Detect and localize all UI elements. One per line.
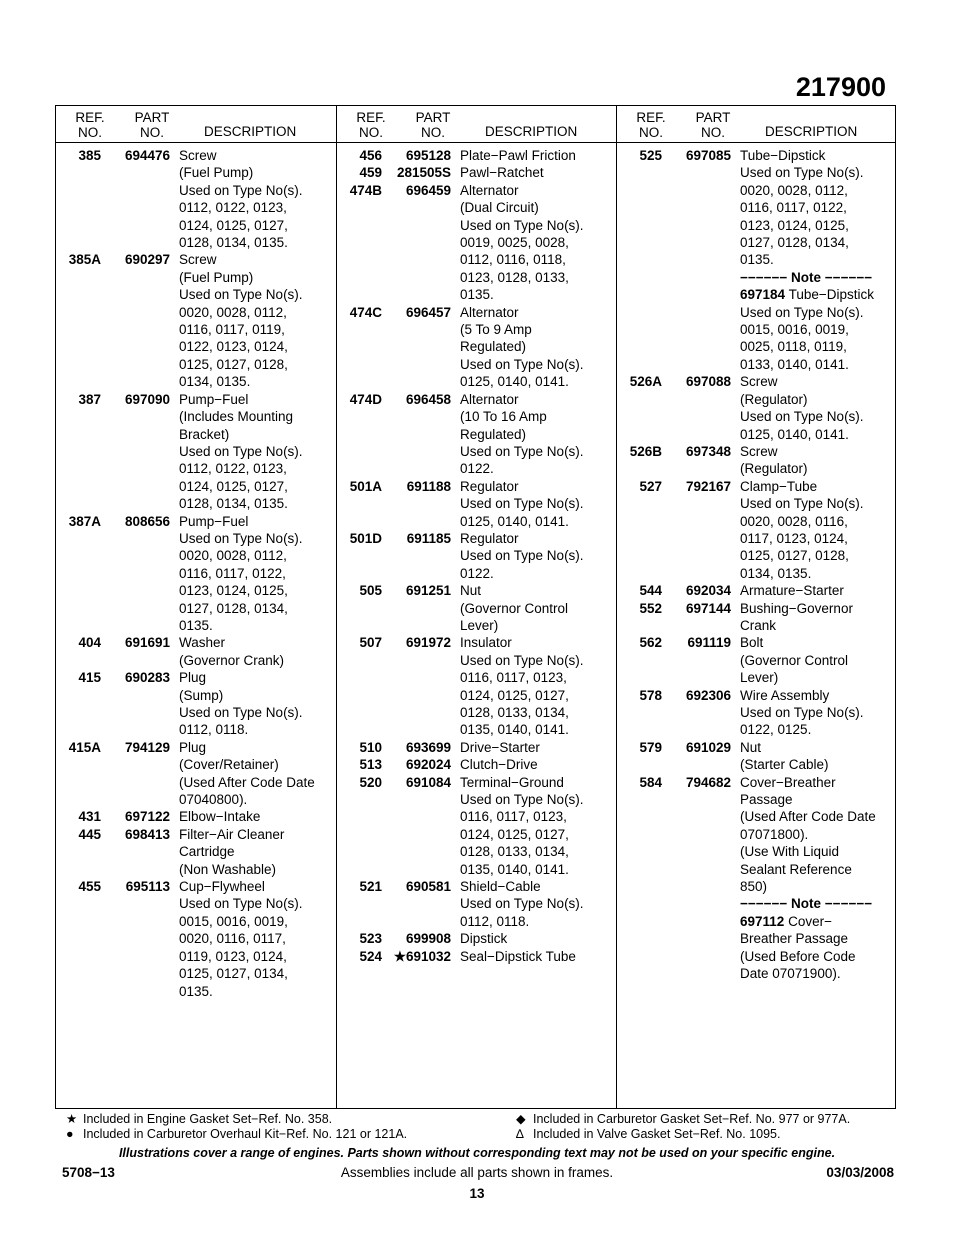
- part-no-header: PART NO.: [695, 110, 731, 140]
- footnote-carb-gasket: ◆ Included in Carburetor Gasket Set−Ref. No. 977 or 977A.: [516, 1112, 851, 1126]
- ref-number: 526A: [629, 374, 662, 390]
- part-number: 691188: [406, 478, 451, 494]
- part-entry: [337, 739, 617, 756]
- part-entry: [337, 304, 617, 391]
- note-divider: −−−−−− Note −−−−−−: [740, 269, 873, 285]
- ref-number: 510: [359, 739, 382, 755]
- ref-number: 525: [639, 148, 662, 163]
- part-entry: [337, 774, 617, 878]
- note-entry: [617, 895, 896, 982]
- part-number: 698413: [124, 826, 170, 842]
- part-number: 697122: [124, 809, 170, 825]
- ref-number: 544: [639, 583, 662, 599]
- parts-table: [55, 105, 896, 1109]
- part-entry: [337, 878, 617, 930]
- ref-number: 474D: [349, 391, 382, 407]
- footnote-valve-gasket: ∆ Included in Valve Gasket Set−Ref. No. 1095.: [516, 1127, 781, 1141]
- part-description: Plug (Cover/Retainer) (Used After Code Date 07040800).: [179, 739, 315, 808]
- part-entry: [337, 582, 617, 634]
- footnote-engine-gasket: ★ Included in Engine Gasket Set−Ref. No. 358.: [66, 1112, 333, 1126]
- part-description: Screw (Fuel Pump) Used on Type No(s). 0020, 0028, 0112, 0116, 0117, 0119, 0122, 0123, 0124, 0125, 0127, 0128, 0134, 0135.: [179, 252, 303, 390]
- part-description: Nut (Starter Cable): [740, 739, 829, 773]
- ref-number: 527: [639, 478, 662, 494]
- note-text: Tube−Dipstick Used on Type No(s). 0015, 0016, 0019, 0025, 0118, 0119, 0133, 0140, 0141.: [740, 287, 874, 372]
- part-entry: [56, 391, 336, 513]
- part-number: 690581: [405, 879, 451, 895]
- parts-column-1: [56, 106, 336, 1108]
- part-description: Alternator (Dual Circuit) Used on Type No(s). 0019, 0025, 0028, 0112, 0116, 0118, 0123, 0128, 0133, 0135.: [460, 182, 584, 303]
- parts-list: [337, 147, 617, 965]
- note-part-number: 697184: [740, 287, 786, 303]
- part-entry: [56, 826, 336, 878]
- part-description: Plate−Pawl Friction: [460, 148, 576, 163]
- part-number: 692034: [685, 583, 731, 599]
- ref-number: 507: [359, 635, 382, 651]
- ref-number: 474B: [349, 182, 382, 198]
- part-number: 694476: [124, 148, 170, 163]
- part-entry: [617, 739, 896, 774]
- part-entry: [56, 878, 336, 1000]
- ref-number: 404: [78, 635, 101, 651]
- publication-date: 03/03/2008: [826, 1165, 894, 1180]
- part-number: 691185: [406, 530, 451, 546]
- part-entry: [337, 478, 617, 530]
- ref-number: 524: [359, 948, 382, 964]
- ref-number: 385A: [68, 252, 101, 268]
- part-description: Tube−Dipstick Used on Type No(s). 0020, 0028, 0112, 0116, 0117, 0122, 0123, 0124, 0125, 0127, 0128, 0134, 0135.: [740, 148, 864, 268]
- part-description: Pawl−Ratchet: [460, 165, 544, 181]
- part-entry: [337, 182, 617, 304]
- part-description: Armature−Starter: [740, 583, 844, 599]
- note-description: [740, 913, 896, 983]
- part-description: Bushing−Governor Crank: [740, 600, 853, 633]
- part-number: 691119: [687, 635, 731, 651]
- part-number: 690297: [124, 252, 170, 268]
- part-description: Seal−Dipstick Tube: [460, 948, 576, 964]
- ref-number: 578: [639, 687, 662, 703]
- part-entry: [56, 808, 336, 825]
- part-entry: [617, 774, 896, 896]
- ref-number: 445: [78, 826, 101, 842]
- note-entry: [617, 269, 896, 373]
- part-no-header: PART NO.: [415, 110, 451, 140]
- part-description: Nut (Governor Control Lever): [460, 583, 569, 633]
- part-description: Dipstick: [460, 931, 508, 947]
- part-description: Drive−Starter: [460, 739, 540, 755]
- part-description: Pump−Fuel (Includes Mounting Bracket) Used on Type No(s). 0112, 0122, 0123, 0124, 0125, 0127, 0128, 0134, 0135.: [179, 391, 303, 512]
- ref-number: 562: [639, 635, 662, 651]
- part-number: 691691: [124, 635, 170, 651]
- part-description: Terminal−Ground Used on Type No(s). 0116, 0117, 0123, 0124, 0125, 0127, 0128, 0133, 0134, 0135, 0140, 0141.: [460, 774, 584, 877]
- parts-column-3: [616, 106, 896, 1108]
- ref-number: 456: [359, 148, 382, 163]
- ref-number: 387: [78, 391, 101, 407]
- part-entry: [337, 164, 617, 181]
- ref-number: 501D: [349, 530, 382, 546]
- part-entry: [337, 930, 617, 947]
- ref-number: 474C: [349, 304, 382, 320]
- ref-number: 387A: [68, 513, 101, 529]
- ref-no-header: REF. NO.: [356, 110, 386, 140]
- part-description: Shield−Cable Used on Type No(s). 0112, 0118.: [460, 879, 584, 929]
- part-entry: [56, 251, 336, 390]
- illustration-notice: Illustrations cover a range of engines. Parts shown without corresponding text may not be used on your specific engine.: [118, 1146, 836, 1160]
- ref-no-header: REF. NO.: [75, 110, 105, 140]
- part-entry: [617, 443, 896, 478]
- description-header: DESCRIPTION: [204, 124, 297, 139]
- part-number: 696459: [405, 182, 451, 198]
- part-entry: [617, 147, 896, 269]
- part-entry: [617, 478, 896, 582]
- part-entry: [56, 634, 336, 669]
- ref-no-header: REF. NO.: [636, 110, 666, 140]
- ref-number: 526B: [629, 443, 662, 459]
- part-number: 808656: [124, 513, 170, 529]
- ref-number: 552: [639, 600, 662, 616]
- part-entry: [617, 634, 896, 686]
- part-no-header: PART NO.: [134, 110, 170, 140]
- part-number: 691029: [685, 739, 731, 755]
- part-description: Alternator (10 To 16 Amp Regulated) Used on Type No(s). 0122.: [460, 391, 584, 477]
- part-description: Filter−Air Cleaner Cartridge (Non Washable): [179, 826, 285, 877]
- part-number: 697090: [124, 391, 170, 407]
- footnote-carb-overhaul: ● Included in Carburetor Overhaul Kit−Ref. No. 121 or 121A.: [66, 1127, 408, 1141]
- part-description: Wire Assembly Used on Type No(s). 0122, 0125.: [740, 687, 864, 738]
- part-description: Washer (Governor Crank): [179, 635, 285, 668]
- column-header: [56, 106, 336, 143]
- ref-number: 520: [359, 774, 382, 790]
- ref-number: 579: [639, 739, 662, 755]
- page-number: 13: [469, 1186, 485, 1201]
- part-number: 695128: [405, 148, 451, 163]
- column-header: [617, 106, 896, 143]
- bullet-icon: ●: [66, 1127, 74, 1141]
- column-header: [337, 106, 617, 143]
- part-description: Cover−Breather Passage (Used After Code Date 07071800). (Use With Liquid Sealant Reference 850): [740, 774, 876, 895]
- diamond-icon: ◆: [516, 1112, 526, 1126]
- part-description: Clutch−Drive: [460, 757, 538, 773]
- publication-number: 5708−13: [62, 1165, 115, 1180]
- part-number: 692306: [685, 687, 731, 703]
- part-number: 691084: [405, 774, 451, 790]
- part-description: Regulator Used on Type No(s). 0122.: [460, 530, 584, 581]
- part-number: 695113: [125, 879, 170, 895]
- part-description: Screw (Regulator) Used on Type No(s). 0125, 0140, 0141.: [740, 374, 864, 442]
- part-number: 697144: [685, 600, 731, 616]
- part-number: 690283: [124, 670, 170, 686]
- part-description: Bolt (Governor Control Lever): [740, 635, 849, 686]
- star-icon: ★: [66, 1112, 78, 1126]
- ref-number: 521: [359, 879, 382, 895]
- part-entry: [337, 147, 617, 164]
- part-number: 794129: [124, 739, 170, 755]
- description-header: DESCRIPTION: [485, 124, 578, 139]
- ref-number: 431: [78, 809, 101, 825]
- ref-number: 415A: [68, 739, 101, 755]
- ref-number: 385: [78, 148, 101, 163]
- part-entry: [337, 391, 617, 478]
- part-number: 697088: [685, 374, 731, 390]
- part-entry: [56, 669, 336, 739]
- part-number: 696457: [405, 304, 451, 320]
- part-number: 697348: [685, 443, 731, 459]
- ref-number: 505: [359, 583, 382, 599]
- part-entry: [337, 634, 617, 738]
- parts-list: [617, 147, 896, 983]
- note-text: Cover− Breather Passage (Used Before Code Date 07071900).: [740, 913, 856, 982]
- part-number: 696458: [405, 391, 451, 407]
- part-entry: [617, 373, 896, 443]
- part-description: Insulator Used on Type No(s). 0116, 0117, 0123, 0124, 0125, 0127, 0128, 0133, 0134, 0135, 0140, 0141.: [460, 635, 584, 738]
- part-entry: [337, 948, 617, 965]
- assemblies-note: Assemblies include all parts shown in frames.: [340, 1165, 614, 1180]
- part-number: ★691032: [393, 948, 451, 964]
- part-entry: [337, 530, 617, 582]
- part-number: 281505S: [396, 165, 451, 181]
- part-number: 794682: [685, 774, 731, 790]
- part-number: 697085: [685, 148, 731, 163]
- ref-number: 459: [359, 165, 382, 181]
- part-number: 699908: [405, 931, 451, 947]
- part-entry: [56, 147, 336, 251]
- part-description: Screw (Fuel Pump) Used on Type No(s). 0112, 0122, 0123, 0124, 0125, 0127, 0128, 0134, 0135.: [179, 148, 303, 251]
- part-description: Regulator Used on Type No(s). 0125, 0140, 0141.: [460, 478, 584, 529]
- part-description: Alternator (5 To 9 Amp Regulated) Used on Type No(s). 0125, 0140, 0141.: [460, 304, 584, 390]
- ref-number: 584: [639, 774, 662, 790]
- part-number: 692024: [405, 757, 451, 773]
- ref-number: 523: [359, 931, 382, 947]
- part-description: Elbow−Intake: [179, 809, 261, 825]
- part-description: Plug (Sump) Used on Type No(s). 0112, 0118.: [179, 670, 303, 738]
- part-number: 792167: [685, 478, 731, 494]
- note-description: [740, 286, 896, 373]
- part-number: 691251: [405, 583, 451, 599]
- parts-list: [56, 147, 336, 1000]
- note-part-number: 697112: [740, 913, 785, 929]
- note-divider: −−−−−− Note −−−−−−: [740, 896, 873, 912]
- ref-number: 513: [359, 757, 382, 773]
- part-entry: [56, 739, 336, 809]
- part-description: Pump−Fuel Used on Type No(s). 0020, 0028, 0112, 0116, 0117, 0122, 0123, 0124, 0125, 0127, 0128, 0134, 0135.: [179, 513, 303, 633]
- part-description: Clamp−Tube Used on Type No(s). 0020, 0028, 0116, 0117, 0123, 0124, 0125, 0127, 0128, 0134, 0135.: [740, 478, 864, 581]
- part-entry: [617, 687, 896, 739]
- description-header: DESCRIPTION: [765, 124, 858, 139]
- part-description: Screw (Regulator): [740, 443, 808, 477]
- parts-column-2: [336, 106, 617, 1108]
- ref-number: 455: [78, 879, 101, 895]
- part-number: 691972: [405, 635, 451, 651]
- ref-number: 415: [78, 670, 101, 686]
- part-entry: [617, 582, 896, 599]
- part-entry: [56, 513, 336, 635]
- model-number: 217900: [795, 72, 886, 102]
- part-description: Cup−Flywheel Used on Type No(s). 0015, 0016, 0019, 0020, 0116, 0117, 0119, 0123, 0124, 0125, 0127, 0134, 0135.: [179, 879, 303, 999]
- part-entry: [617, 600, 896, 635]
- part-number: 693699: [405, 739, 451, 755]
- triangle-icon: ∆: [516, 1127, 524, 1141]
- ref-number: 501A: [349, 478, 382, 494]
- part-entry: [337, 756, 617, 773]
